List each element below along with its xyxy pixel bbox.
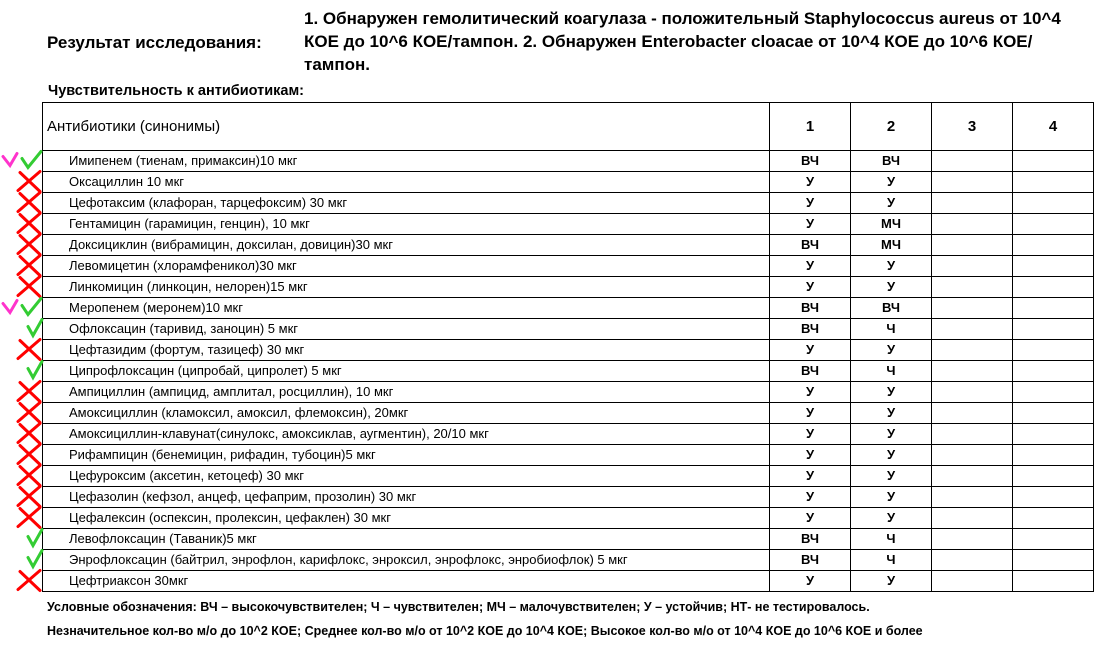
value-col-4	[1013, 466, 1094, 487]
value-col-4	[1013, 193, 1094, 214]
value-col-3	[932, 319, 1013, 340]
table-row	[43, 277, 1094, 298]
antibiotic-name: Цефуроксим (аксетин, кетоцеф) 30 мкг	[43, 466, 770, 487]
antibiotic-name: Левомицетин (хлорамфеникол)30 мкг	[43, 256, 770, 277]
value-col-4	[1013, 319, 1094, 340]
result-label: Результат исследования:	[47, 33, 262, 52]
antibiotic-name: Меропенем (меронем)10 мкг	[43, 298, 770, 319]
table-row	[43, 235, 1094, 256]
value-col-4	[1013, 571, 1094, 592]
header-antibiotics: Антибиотики (синонимы)	[43, 103, 770, 151]
value-col-1: У	[770, 340, 851, 361]
table-row	[43, 298, 1094, 319]
table-row	[43, 382, 1094, 403]
value-col-1: У	[770, 508, 851, 529]
value-col-1: У	[770, 403, 851, 424]
antibiotic-name: Ампициллин (ампицид, амплитал, росциллин), 10 мкг	[43, 382, 770, 403]
table-row	[43, 466, 1094, 487]
table-row	[43, 508, 1094, 529]
antibiotic-name: Оксациллин 10 мкг	[43, 172, 770, 193]
value-col-2: У	[851, 172, 932, 193]
antibiotic-name: Цефалексин (оспексин, пролексин, цефаклен) 30 мкг	[43, 508, 770, 529]
value-col-3	[932, 382, 1013, 403]
value-col-4	[1013, 256, 1094, 277]
value-col-3	[932, 151, 1013, 172]
antibiotic-name: Цефтриаксон 30мкг	[43, 571, 770, 592]
value-col-2: ВЧ	[851, 298, 932, 319]
antibiotic-name: Офлоксацин (таривид, заноцин) 5 мкг	[43, 319, 770, 340]
value-col-2: У	[851, 403, 932, 424]
value-col-4	[1013, 298, 1094, 319]
value-col-1: У	[770, 487, 851, 508]
quantity-note: Незначительное кол-во м/о до 10^2 КОЕ; Среднее кол-во м/о от 10^2 КОЕ до 10^4 КОЕ; Высокое кол-во м/о от 10^4 КОЕ до 10^6 КОЕ и более	[47, 624, 923, 638]
value-col-2: У	[851, 340, 932, 361]
value-col-3	[932, 298, 1013, 319]
antibiotic-name: Гентамицин (гарамицин, генцин), 10 мкг	[43, 214, 770, 235]
antibiotic-name: Амоксициллин (кламоксил, амоксил, флемоксин), 20мкг	[43, 403, 770, 424]
header-col-2: 2	[851, 103, 932, 151]
table-row	[43, 193, 1094, 214]
value-col-4	[1013, 340, 1094, 361]
antibiotic-name: Линкомицин (линкоцин, нелорен)15 мкг	[43, 277, 770, 298]
value-col-2: У	[851, 256, 932, 277]
antibiotic-name: Цефотаксим (клафоран, тарцефоксим) 30 мкг	[43, 193, 770, 214]
value-col-2: У	[851, 193, 932, 214]
cross-mark-icon	[0, 567, 44, 594]
value-col-3	[932, 214, 1013, 235]
value-col-3	[932, 172, 1013, 193]
value-col-3	[932, 508, 1013, 529]
table-row	[43, 550, 1094, 571]
antibiotic-name: Рифампицин (бенемицин, рифадин, тубоцин)5 мкг	[43, 445, 770, 466]
table-row	[43, 319, 1094, 340]
table-header-row	[43, 103, 1094, 151]
value-col-3	[932, 235, 1013, 256]
value-col-2: У	[851, 508, 932, 529]
antibiotic-name: Имипенем (тиенам, примаксин)10 мкг	[43, 151, 770, 172]
value-col-2: У	[851, 277, 932, 298]
value-col-4	[1013, 361, 1094, 382]
value-col-2: МЧ	[851, 235, 932, 256]
table-row	[43, 214, 1094, 235]
value-col-3	[932, 424, 1013, 445]
value-col-4	[1013, 550, 1094, 571]
value-col-2: Ч	[851, 319, 932, 340]
value-col-1: У	[770, 256, 851, 277]
antibiotic-name: Левофлоксацин (Таваник)5 мкг	[43, 529, 770, 550]
value-col-3	[932, 550, 1013, 571]
value-col-3	[932, 361, 1013, 382]
value-col-1: У	[770, 172, 851, 193]
table-row	[43, 571, 1094, 592]
value-col-2: Ч	[851, 361, 932, 382]
value-col-1: ВЧ	[770, 529, 851, 550]
value-col-3	[932, 445, 1013, 466]
value-col-4	[1013, 403, 1094, 424]
table-row	[43, 340, 1094, 361]
value-col-1: У	[770, 277, 851, 298]
value-col-3	[932, 487, 1013, 508]
table-row	[43, 445, 1094, 466]
table-row	[43, 529, 1094, 550]
value-col-3	[932, 529, 1013, 550]
value-col-1: ВЧ	[770, 235, 851, 256]
antibiotic-name: Доксициклин (вибрамицин, доксилан, довицин)30 мкг	[43, 235, 770, 256]
value-col-4	[1013, 424, 1094, 445]
value-col-1: У	[770, 445, 851, 466]
table-row	[43, 424, 1094, 445]
antibiotic-name: Ципрофлоксацин (ципробай, ципролет) 5 мкг	[43, 361, 770, 382]
value-col-4	[1013, 445, 1094, 466]
value-col-2: У	[851, 487, 932, 508]
value-col-4	[1013, 214, 1094, 235]
value-col-1: У	[770, 214, 851, 235]
antibiotic-name: Амоксициллин-клавунат(синулокс, амоксиклав, аугментин), 20/10 мкг	[43, 424, 770, 445]
value-col-3	[932, 277, 1013, 298]
antibiotic-table	[42, 102, 1094, 592]
value-col-1: ВЧ	[770, 298, 851, 319]
antibiotic-name: Цефазолин (кефзол, анцеф, цефаприм, прозолин) 30 мкг	[43, 487, 770, 508]
value-col-1: У	[770, 382, 851, 403]
value-col-4	[1013, 487, 1094, 508]
value-col-3	[932, 193, 1013, 214]
antibiotic-name: Цефтазидим (фортум, тазицеф) 30 мкг	[43, 340, 770, 361]
value-col-4	[1013, 508, 1094, 529]
value-col-4	[1013, 277, 1094, 298]
legend-note: Условные обозначения: ВЧ – высокочувствителен; Ч – чувствителен; МЧ – малочувствителен; У – устойчив; НТ- не тестировалось.	[47, 600, 870, 614]
value-col-1: У	[770, 193, 851, 214]
value-col-4	[1013, 151, 1094, 172]
value-col-3	[932, 466, 1013, 487]
value-col-3	[932, 340, 1013, 361]
table-row	[43, 487, 1094, 508]
value-col-2: У	[851, 466, 932, 487]
table-row	[43, 151, 1094, 172]
value-col-1: ВЧ	[770, 151, 851, 172]
sensitivity-title: Чувствительность к антибиотикам:	[48, 83, 305, 99]
antibiotic-name: Энрофлоксацин (байтрил, энрофлон, карифлокс, энроксил, энрофлокс, энробиофлок) 5 мкг	[43, 550, 770, 571]
value-col-4	[1013, 382, 1094, 403]
value-col-3	[932, 256, 1013, 277]
table-row	[43, 361, 1094, 382]
value-col-1: ВЧ	[770, 319, 851, 340]
header-col-3: 3	[932, 103, 1013, 151]
value-col-2: Ч	[851, 529, 932, 550]
value-col-2: У	[851, 424, 932, 445]
result-text: 1. Обнаружен гемолитический коагулаза - положительный Staphylococcus aureus от 10^4 КОЕ до 10^6 КОЕ/тампон. 2. Обнаружен Enterobacter cloacae от 10^4 КОЕ до 10^6 КОЕ/тампон.	[304, 9, 1061, 74]
value-col-1: У	[770, 466, 851, 487]
value-col-3	[932, 403, 1013, 424]
value-col-1: У	[770, 571, 851, 592]
value-col-4	[1013, 172, 1094, 193]
header-col-1: 1	[770, 103, 851, 151]
value-col-4	[1013, 529, 1094, 550]
table-row	[43, 403, 1094, 424]
value-col-4	[1013, 235, 1094, 256]
value-col-1: ВЧ	[770, 550, 851, 571]
value-col-2: ВЧ	[851, 151, 932, 172]
value-col-2: Ч	[851, 550, 932, 571]
value-col-2: У	[851, 445, 932, 466]
value-col-3	[932, 571, 1013, 592]
header-col-4: 4	[1013, 103, 1094, 151]
value-col-1: ВЧ	[770, 361, 851, 382]
value-col-1: У	[770, 424, 851, 445]
value-col-2: У	[851, 382, 932, 403]
value-col-2: У	[851, 571, 932, 592]
table-row	[43, 256, 1094, 277]
value-col-2: МЧ	[851, 214, 932, 235]
table-row	[43, 172, 1094, 193]
